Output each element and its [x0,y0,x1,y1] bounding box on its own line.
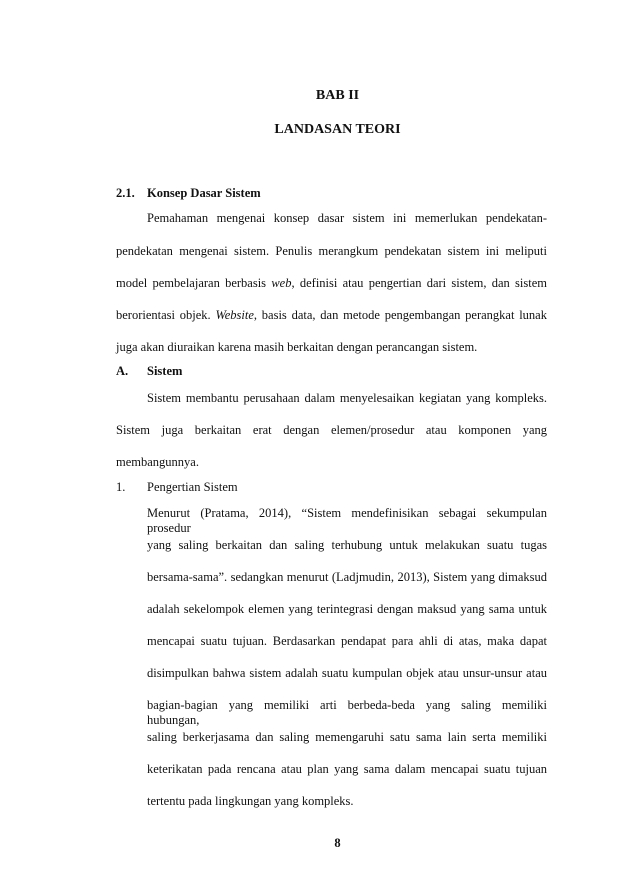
chapter-number: BAB II [315,88,360,103]
paragraph-line: berorientasi objek. Website, basis data, dan metode pengembangan perangkat lunak [116,308,547,322]
italic-term: web [271,276,292,290]
paragraph-line: tertentu pada lingkungan yang kompleks. [147,794,354,808]
paragraph-line: yang saling berkaitan dan saling terhubung untuk melakukan suatu tugas [147,538,547,552]
paragraph-line: mencapai suatu tujuan. Berdasarkan pendapat para ahli di atas, maka dapat [147,634,547,648]
italic-term: Website [215,308,254,322]
paragraph-line: adalah sekelompok elemen yang terintegrasi dengan maksud yang sama untuk [147,602,547,616]
paragraph-line: Pemahaman mengenai konsep dasar sistem ini memerlukan pendekatan- [147,211,547,225]
paragraph-line: keterikatan pada rencana atau plan yang sama dalam mencapai suatu tujuan [147,762,547,776]
paragraph-line: saling berkerjasama dan saling memengaruhi satu sama lain serta memiliki [147,730,547,744]
page-number: 8 [334,836,341,850]
paragraph-line: Menurut (Pratama, 2014), “Sistem mendefinisikan sebagai sekumpulan prosedur [147,506,547,535]
item-title: Pengertian Sistem [147,480,238,494]
chapter-title: LANDASAN TEORI [274,122,401,137]
paragraph-line: membangunnya. [116,455,199,469]
section-title: Konsep Dasar Sistem [147,186,261,200]
subsection-title: Sistem [147,364,183,378]
paragraph-line: pendekatan mengenai sistem. Penulis merangkum pendekatan sistem ini meliputi [116,244,547,258]
subsection-letter: A. [116,364,129,378]
paragraph-line: disimpulkan bahwa sistem adalah suatu kumpulan objek atau unsur-unsur atau [147,666,547,680]
paragraph-line: juga akan diuraikan karena masih berkaitan dengan perancangan sistem. [116,340,478,354]
paragraph-line: bersama-sama”. sedangkan menurut (Ladjmudin, 2013), Sistem yang dimaksud [147,570,547,584]
paragraph-line: Sistem membantu perusahaan dalam menyelesaikan kegiatan yang kompleks. [147,391,547,405]
paragraph-line: Sistem juga berkaitan erat dengan elemen/prosedur atau komponen yang [116,423,547,437]
section-number: 2.1. [116,186,135,200]
paragraph-line: bagian-bagian yang memiliki arti berbeda-beda yang saling memiliki hubungan, [147,698,547,727]
item-number: 1. [116,480,126,494]
paragraph-line: model pembelajaran berbasis web, definisi atau pengertian dari sistem, dan sistem [116,276,547,290]
